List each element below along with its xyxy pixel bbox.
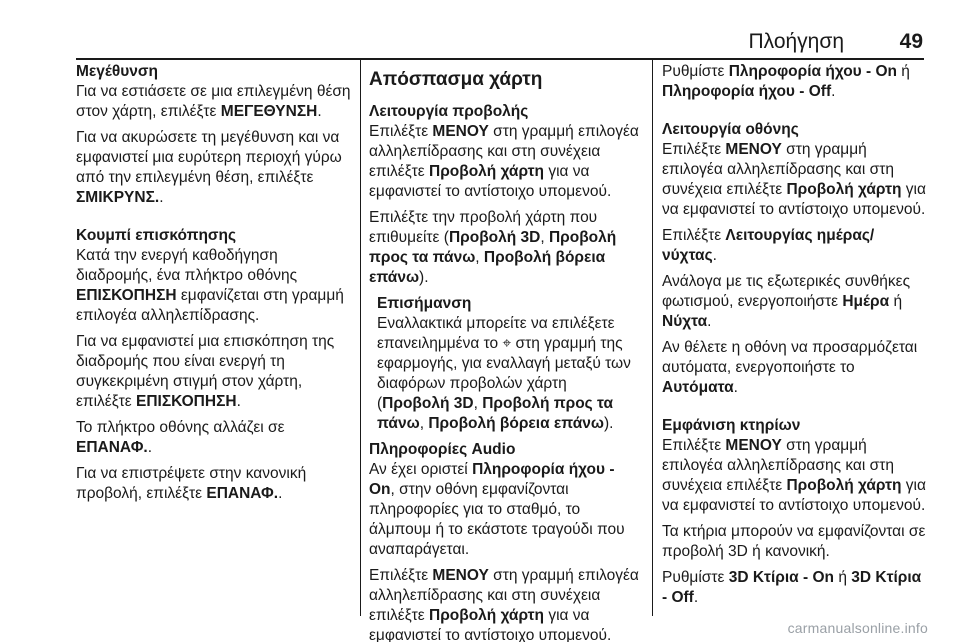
column-3: [662, 62, 928, 614]
crosshair-icon: ⌖: [502, 335, 512, 352]
paragraph: Αν έχει οριστεί Πληροφορία ήχου - On, στην οθόνη εμφανίζονται πληροφορίες για το σταθμό, το άλμπουμ ή το εκάστοτε τραγούδι που αναπαράγεται.: [369, 461, 625, 558]
paragraph: Το πλήκτρο οθόνης αλλάζει σε ΕΠΑΝΑΦ..: [76, 419, 285, 456]
column-2: [369, 62, 641, 642]
paragraph: Επιλέξτε ΜΕΝΟΥ στη γραμμή επιλογέα αλληλεπίδρασης και στη συνέχεια επιλέξτε Προβολή χάρτη για να εμφανιστεί το αντίστοιχο υπομενού.: [662, 141, 926, 218]
column-divider-2: [652, 60, 653, 616]
paragraph: Επιλέξτε ΜΕΝΟΥ στη γραμμή επιλογέα αλληλεπίδρασης και στη συνέχεια επιλέξτε Προβολή χάρτη για να εμφανιστεί το αντίστοιχο υπομενού.: [369, 123, 639, 200]
paragraph: Για να επιστρέψετε στην κανονική προβολή, επιλέξτε ΕΠΑΝΑΦ..: [76, 465, 307, 502]
paragraph: Επιλέξτε ΜΕΝΟΥ στη γραμμή επιλογέα αλληλεπίδρασης και στη συνέχεια επιλέξτε Προβολή χάρτη για να εμφανιστεί το αντίστοιχο υπομενού.: [369, 567, 639, 642]
column-divider-1: [360, 60, 361, 616]
note-heading: Επισήμανση: [377, 295, 472, 312]
paragraph: Επιλέξτε Λειτουργίας ημέρας/νύχτας.: [662, 227, 875, 264]
watermark: carmanualsonline.info: [787, 620, 928, 636]
section-heading-zoom: Μεγέθυνση: [76, 63, 158, 80]
paragraph: Κατά την ενεργή καθοδήγηση διαδρομής, ένα πλήκτρο οθόνης ΕΠΙΣΚΟΠΗΣΗ εμφανίζεται στη γραμμή επιλογέα αλληλεπίδρασης.: [76, 247, 344, 324]
section-heading-audio-info: Πληροφορίες Audio: [369, 441, 516, 458]
paragraph: Ρυθμίστε Πληροφορία ήχου - On ή Πληροφορία ήχου - Off.: [662, 63, 910, 100]
page-number: 49: [899, 30, 923, 53]
paragraph: Αν θέλετε η οθόνη να προσαρμόζεται αυτόματα, ενεργοποιήστε το Αυτόματα.: [662, 339, 918, 396]
page-header-title: Πλοήγηση: [748, 30, 844, 53]
paragraph: Επιλέξτε ΜΕΝΟΥ στη γραμμή επιλογέα αλληλεπίδρασης και στη συνέχεια επιλέξτε Προβολή χάρτη για να εμφανιστεί το αντίστοιχο υπομενού.: [662, 437, 926, 514]
column-1: [76, 62, 352, 510]
paragraph: Ρυθμίστε 3D Κτίρια - On ή 3D Κτίρια - Off.: [662, 569, 922, 606]
section-heading-overview: Κουμπί επισκόπησης: [76, 227, 237, 244]
paragraph: Ανάλογα με τις εξωτερικές συνθήκες φωτισμού, ενεργοποιήστε Ημέρα ή Νύχτα.: [662, 273, 911, 330]
section-title-map-excerpt: Απόσπασμα χάρτη: [369, 69, 543, 90]
paragraph: Για να εστιάσετε σε μια επιλεγμένη θέση στον χάρτη, επιλέξτε ΜΕΓΕΘΥΝΣΗ.: [76, 83, 351, 120]
section-heading-view-mode: Λειτουργία προβολής: [369, 103, 529, 120]
section-heading-buildings: Εμφάνιση κτηρίων: [662, 417, 801, 434]
paragraph: Για να ακυρώσετε τη μεγέθυνση και να εμφανιστεί μια ευρύτερη περιοχή γύρω από την επιλεγμένη θέση, επιλέξτε ΣΜΙΚΡΥΝΣ..: [76, 129, 342, 206]
header-rule: [76, 58, 924, 60]
note-box: [369, 294, 641, 434]
paragraph: Επιλέξτε την προβολή χάρτη που επιθυμείτε (Προβολή 3D, Προβολή προς τα πάνω, Προβολή βόρεια επάνω).: [369, 209, 617, 286]
paragraph: Εναλλακτικά μπορείτε να επιλέξετε επανειλημμένα το ⌖ στη γραμμή της εφαρμογής, για εναλλαγή μεταξύ των διαφόρων προβολών χάρτη (Προβολή 3D, Προβολή προς τα πάνω, Προβολή βόρεια επάνω).: [377, 315, 631, 432]
section-heading-screen-mode: Λειτουργία οθόνης: [662, 121, 799, 138]
paragraph: Τα κτήρια μπορούν να εμφανίζονται σε προβολή 3D ή κανονική.: [662, 523, 926, 560]
paragraph: Για να εμφανιστεί μια επισκόπηση της διαδρομής που είναι ενεργή τη συγκεκριμένη στιγμή στον χάρτη, επιλέξτε ΕΠΙΣΚΟΠΗΣΗ.: [76, 333, 335, 410]
